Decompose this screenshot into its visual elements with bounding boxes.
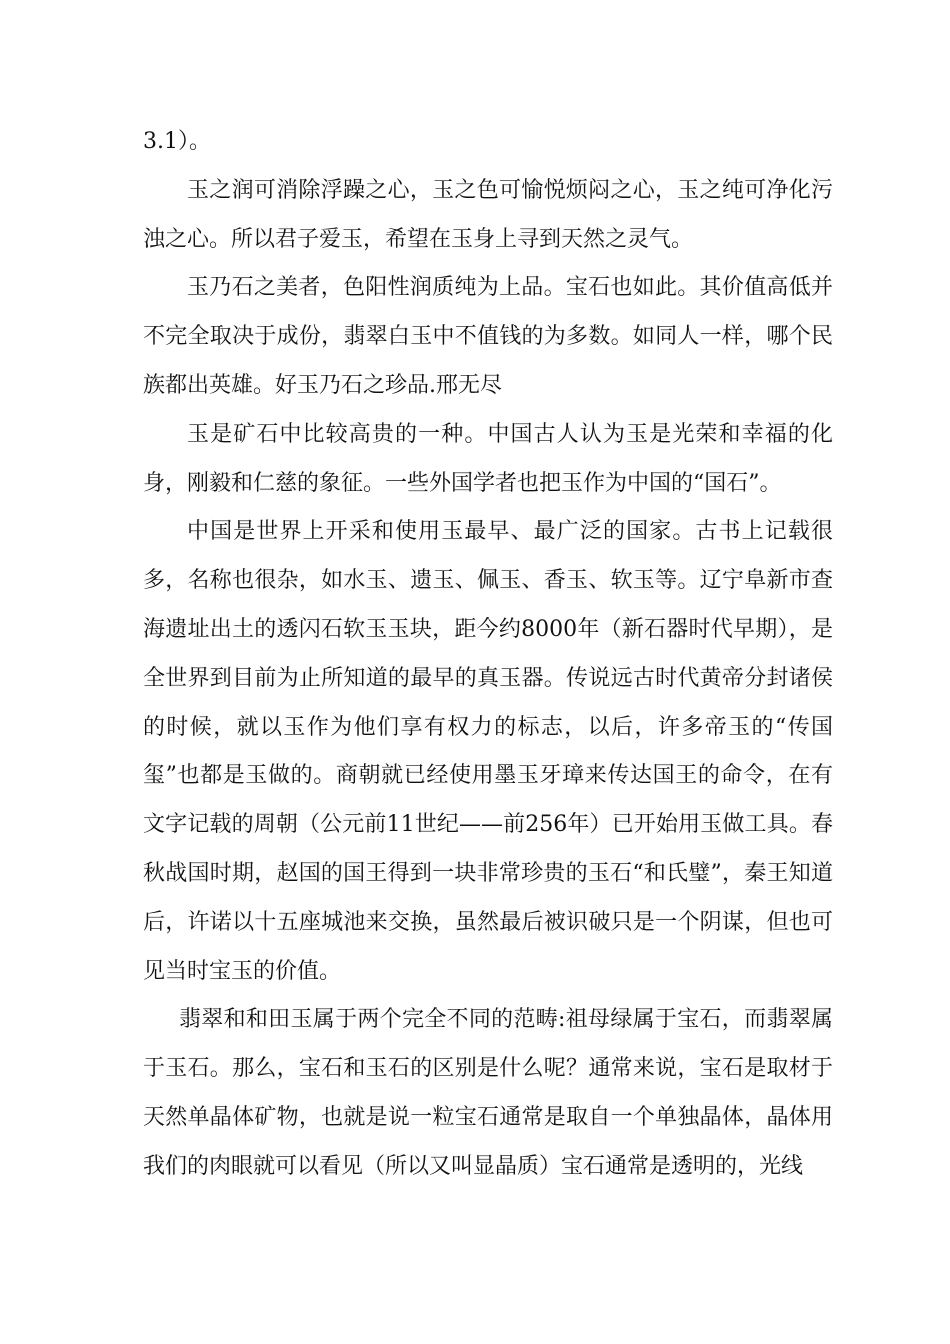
paragraph-1: 3.1）。: [143, 129, 211, 154]
paragraph-2: 玉之润可消除浮躁之心，玉之色可愉悦烦闷之心，玉之纯可净化污浊之心。所以君子爱玉，希望在玉身上寻到天然之灵气。: [143, 177, 833, 252]
paragraph-5: 中国是世界上开采和使用玉最早、最广泛的国家。古书上记载很多，名称也很杂，如水玉、遗玉、佩玉、香玉、软玉等。辽宁阜新市查海遗址出土的透闪石软玉玉块，距今约8000年（新石器时代早期），是全世界到目前为止所知道的最早的真玉器。传说远古时代黄帝分封诸侯的时候，就以玉作为他们享有权力的标志，以后，许多帝玉的“传国玺”也都是玉做的。商朝就已经使用墨玉牙璋来传达国王的命令，在有文字记载的周朝（公元前11世纪——前256年）已开始用玉做工具。春秋战国时期，赵国的国王得到一块非常珍贵的玉石“和氏璧”，秦王知道后，许诺以十五座城池来交换，虽然最后被识破只是一个阴谋，但也可见当时宝玉的价值。: [143, 519, 833, 984]
paragraph-6: 翡翠和和田玉属于两个完全不同的范畴:祖母绿属于宝石，而翡翠属于玉石。那么，宝石和玉石的区别是什么呢？通常来说，宝石是取材于天然单晶体矿物，也就是说一粒宝石通常是取自一个单独晶体，晶体用我们的肉眼就可以看见（所以又叫显晶质）宝石通常是透明的，光线: [143, 1007, 833, 1179]
paragraph-4: 玉是矿石中比较高贵的一种。中国古人认为玉是光荣和幸福的化身，刚毅和仁慈的象征。一些外国学者也把玉作为中国的“国石”。: [143, 421, 833, 496]
paragraph-3: 玉乃石之美者，色阳性润质纯为上品。宝石也如此。其价值高低并不完全取决于成份，翡翠白玉中不值钱的为多数。如同人一样，哪个民族都出英雄。好玉乃石之珍品.邢无尽: [143, 275, 833, 398]
document-body: [143, 118, 833, 1192]
